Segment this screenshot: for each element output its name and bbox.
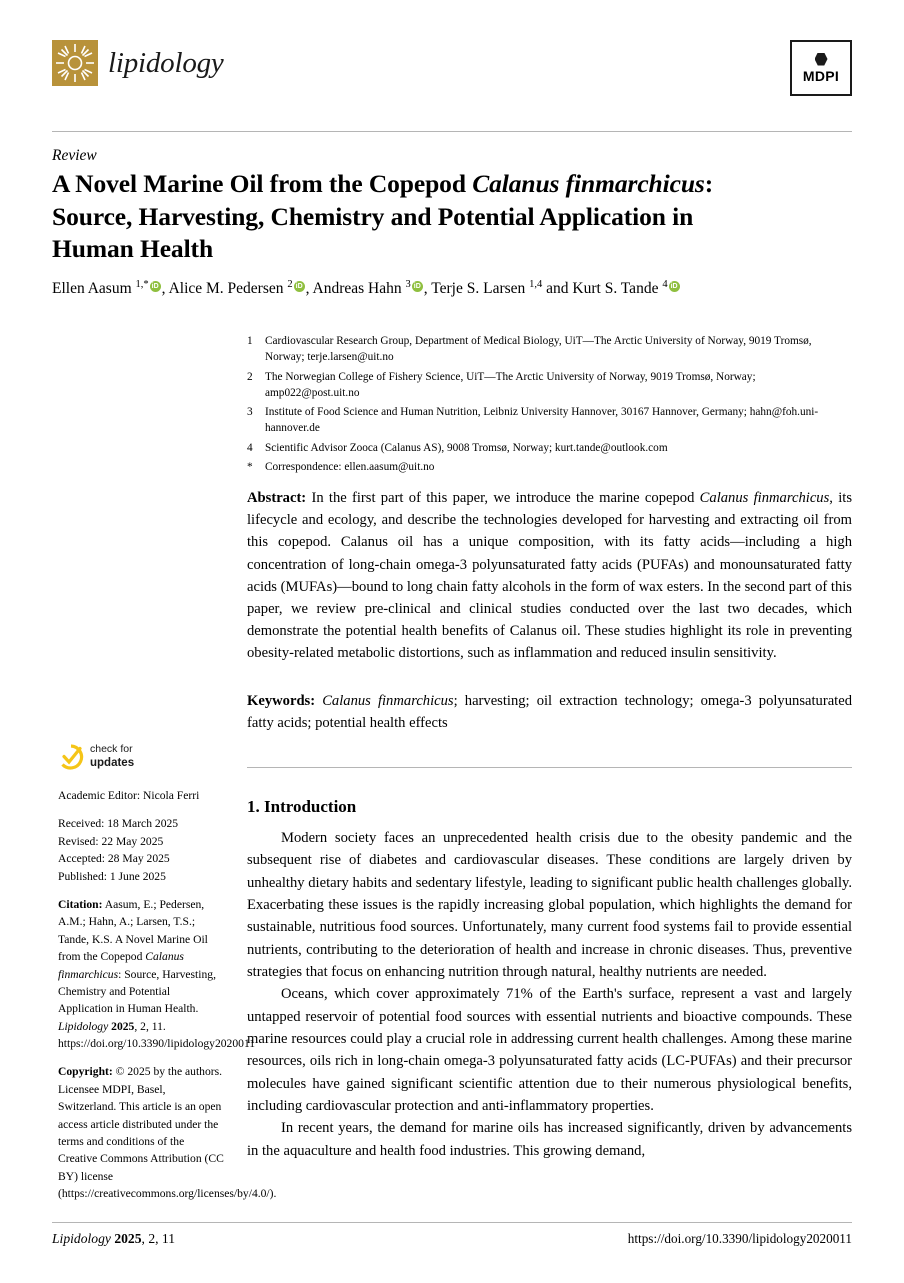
citation-block [58,896,256,1053]
citation-text2: : Source, Harvesting, Chemistry and Potential Application in Human Health. [58,967,216,1016]
affiliation-text: Cardiovascular Research Group, Department of Medical Biology, UiT—The Arctic University of Norway, 9019 Tromsø, Norway; terje.larsen@uit.no [265,335,812,364]
abstract-species: Calanus finmarchicus [699,490,830,506]
affiliation-number: 1 [247,335,253,347]
footer-citation [52,1231,175,1247]
header-divider [52,131,852,132]
sidebar-metadata [58,787,277,1214]
footer-year: 2025 [110,1231,142,1246]
mdpi-label: MDPI [802,67,840,84]
check-circle-icon [58,744,84,770]
title-line3: Human Health [52,234,214,264]
abstract-part2: , its lifecycle and ecology, and describe the technologies developed for harvesting and extracting oil from this copepod. Calanus oil has a unique composition, with its fatty acids—including a high concentration of long-chain omega-3 polyunsaturated fatty acids (PUFAs) and monounsaturated fatty acids (MUFAs)—bound to long chain fatty alcohols in the form of wax esters. In the second part of this paper, we review pre-clinical and clinical studies conducted over the last two decades, which demonstrate the potential health benefits of Calanus oil. These studies highlight its role in preventing obesity-related metabolic distortions, such as inflammation and reduced insulin sensitivity. [247,490,853,662]
footer-issue: , 2, 11 [141,1231,175,1246]
keywords [247,690,852,734]
affiliation-item [247,440,852,456]
author-5[interactable]: Kurt S. Tande $^4$ [572,279,668,298]
copyright-block [58,1063,277,1202]
date-accepted: Accepted: 28 May 2025 [58,852,170,866]
paragraph: Oceans, which cover approximately 71% of the Earth's surface, represent a vast and largely untapped reservoir of potential food sources with essential nutrients and bioactive compounds. These marine resources could play a crucial role in addressing current health challenges. Among these marine resources, oils rich in long-chain omega-3 polyunsaturated fatty acids (LC-PUFAs) and their precursor molecules have gained significant scientific attention due to their numerous physiological benefits, including cardiovascular protection and anti-inflammatory properties. [247,986,852,1114]
title-species: Calanus finmarchicus [472,169,705,198]
author-3[interactable]: Andreas Hahn $^3$ [312,279,411,298]
author-2[interactable]: Alice M. Pedersen $^2$ [168,279,293,298]
citation-volume: 2025 [108,1019,135,1033]
title-line1-post: : [704,169,714,198]
affiliation-number: 4 [247,441,253,454]
citation-label: Citation: [58,897,103,911]
author-4[interactable]: Terje S. Larsen $^{1,4}$ [431,279,543,298]
mdpi-logo[interactable] [790,40,852,96]
date-revised: Revised: 22 May 2025 [58,834,164,848]
orcid-icon[interactable] [294,281,305,292]
affiliation-number: 2 [247,370,253,383]
author-1[interactable]: Ellen Aasum $^{1,*}$ [52,279,149,298]
affiliation-item [247,333,852,365]
body-text [247,827,852,1162]
author-list: Ellen Aasum $^{1,*}$ iD , Alice M. Pedersen $^2$ iD , Andreas Hahn $^3$ iD , Terje S. Larsen $^{1,4}$ and Kurt S. Tande $^4$iD [52,278,852,300]
affiliation-text: The Norwegian College of Fishery Science, UiT—The Arctic University of Norway, 9019 Tromsø, Norway; amp022@post.uit.no [265,370,756,399]
badge-line1: check for [90,743,133,755]
date-received: Received: 18 March 2025 [58,817,179,831]
keywords-rest: ; harvesting; oil extraction technology; omega-3 polyunsaturated fatty acids; potential health effects [247,693,852,732]
copyright-label: Copyright: [58,1065,113,1079]
title-line2: Source, Harvesting, Chemistry and Potential Application in [52,201,694,231]
title-line1-pre: A Novel Marine Oil from the Copepod [52,169,473,198]
abstract [247,487,852,664]
paragraph: In recent years, the demand for marine oils has increased significantly, driven by advancements in the aquaculture and health food industries. This growing demand, [247,1120,852,1159]
citation-species: Calanus finmarchicus [58,950,184,981]
publication-dates [58,815,226,885]
abstract-label: Abstract: [247,490,307,506]
citation-text: Aasum, E.; Pedersen, A.M.; Hahn, A.; Larsen, T.S.; Tande, K.S. A Novel Marine Oil from the Copepod [58,897,208,964]
orcid-icon[interactable] [150,281,161,292]
hexagon-icon [815,53,828,66]
affiliation-number: 3 [247,406,253,419]
page-header [52,40,852,102]
affiliations [247,333,852,479]
footer-doi[interactable]: https://doi.org/10.3390/lipidology2020011 [627,1231,852,1246]
affiliation-item [247,459,852,475]
affiliation-item [247,404,852,436]
paragraph: Modern society faces an unprecedented health crisis due to the obesity pandemic and the subsequent rise of diabetes and cardiovascular diseases. These conditions are largely driven by unhealthy dietary habits and sedentary lifestyle, leading to significant public health challenges globally. Exacerbating these issues is the rapidly increasing global population, which highlights the demand for sustainable, nutritious food sources. Unfortunately, many current food systems fail to provide essential nutrients, contributing to the deterioration of health and increase in chronic diseases. Thus, preventive strategies that focus on enhancing nutrition through natural, healthy nutrients are needed. [247,830,852,980]
keywords-label: Keywords: [247,693,316,709]
affiliation-item [247,369,852,401]
section-heading-introduction: 1. Introduction [247,797,357,816]
date-published: Published: 1 June 2025 [58,869,166,883]
orcid-icon[interactable] [412,281,423,292]
footer-divider [52,1222,852,1223]
abstract-divider [247,767,852,768]
affiliation-text: Scientific Advisor Zooca (Calanus AS), 9008 Tromsø, Norway; kurt.tande@outlook.com [265,441,668,454]
badge-line2: updates [90,757,135,770]
check-for-updates-text [90,742,134,772]
page-title [52,168,842,266]
copyright-text: © 2025 by the authors. Licensee MDPI, Basel, Switzerland. This article is an open access article distributed under the terms and conditions of the Creative Commons Attribution (CC BY) license (https://creativecommons.org/licenses/by/4.0/). [58,1065,277,1201]
sunburst-icon [52,40,98,86]
orcid-icon[interactable] [669,281,680,292]
abstract-part1: In the first part of this paper, we introduce the marine copepod [306,490,700,506]
journal-title: lipidology [108,46,224,79]
citation-rest: , 2, 11. https://doi.org/10.3390/lipidology2020011 [58,1019,256,1051]
footer-journal: Lipidology [52,1231,111,1246]
keywords-species: Calanus finmarchicus [322,693,454,709]
affiliation-text: Correspondence: ellen.aasum@uit.no [265,461,435,474]
academic-editor: Academic Editor: Nicola Ferri [58,789,200,802]
affiliation-text: Institute of Food Science and Human Nutrition, Leibniz University Hannover, 30167 Hannover, Germany; hahn@foh.uni-hannover.de [265,406,819,435]
check-for-updates-badge[interactable] [58,742,233,776]
citation-journal: Lipidology [58,1019,109,1033]
article-type: Review [52,147,97,164]
affiliation-number: * [247,461,253,474]
journal-logo[interactable] [52,40,224,86]
